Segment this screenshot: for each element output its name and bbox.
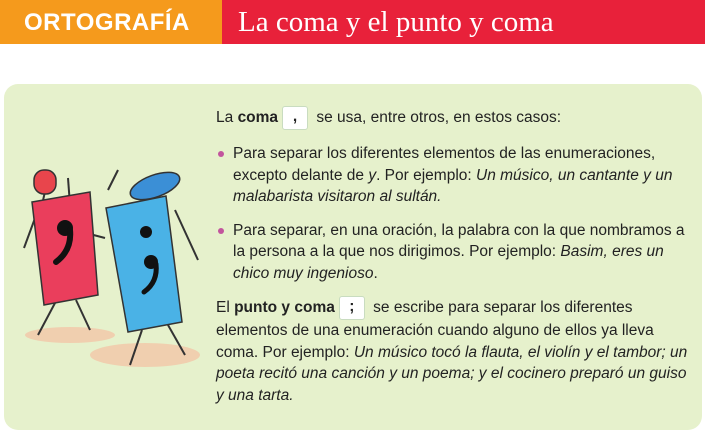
header-bar bbox=[0, 0, 705, 44]
punctuation-characters-illustration bbox=[10, 150, 210, 390]
semicolon-character-illustration bbox=[106, 167, 198, 365]
item-text: . bbox=[373, 264, 378, 282]
section-tag bbox=[0, 0, 222, 44]
para-text: El bbox=[216, 299, 235, 317]
coma-uses-list bbox=[216, 143, 694, 284]
intro-text-after: se usa, entre otros, en estos casos: bbox=[312, 109, 562, 127]
comma-character-illustration bbox=[24, 170, 105, 335]
list-item bbox=[216, 143, 694, 208]
intro-text: La bbox=[216, 109, 238, 127]
item-keyword: y bbox=[368, 166, 377, 184]
coma-intro bbox=[216, 106, 694, 130]
item-example: Basim, eres un chico muy ingenioso bbox=[233, 243, 664, 282]
para-text: se escribe para separar los diferentes elementos de una enumeración cuando alguno de ellos ya lleva coma. Por ejemplo: bbox=[216, 299, 654, 361]
item-text: Para separar los diferentes elementos de las enumeraciones, excepto delante de bbox=[233, 145, 656, 184]
page-title: La coma y el punto y coma bbox=[238, 6, 554, 38]
shadow bbox=[90, 343, 200, 367]
semicolon-symbol-box: ; bbox=[339, 296, 365, 320]
item-text: Para separar, en una oración, la palabra con la que nombramos a la persona a la que nos dirigimos. Por ejemplo: bbox=[233, 221, 685, 260]
item-example: Un músico, un cantante y un malabarista visitaron al sultán. bbox=[233, 166, 673, 205]
punto-y-coma-paragraph bbox=[216, 296, 694, 406]
coma-word: coma bbox=[237, 109, 279, 127]
section-label: ORTOGRAFÍA bbox=[24, 9, 190, 36]
comma-symbol-box: , bbox=[282, 106, 308, 130]
item-text: . Por ejemplo: bbox=[376, 166, 476, 184]
text-content bbox=[216, 106, 694, 406]
punto-y-coma-word: punto y coma bbox=[234, 299, 335, 317]
list-item bbox=[216, 220, 694, 285]
para-example: Un músico tocó la flauta, el violín y el tambor; un poeta recitó una canción y un poema; y el cocinero preparó un guiso y una tarta. bbox=[216, 343, 688, 404]
